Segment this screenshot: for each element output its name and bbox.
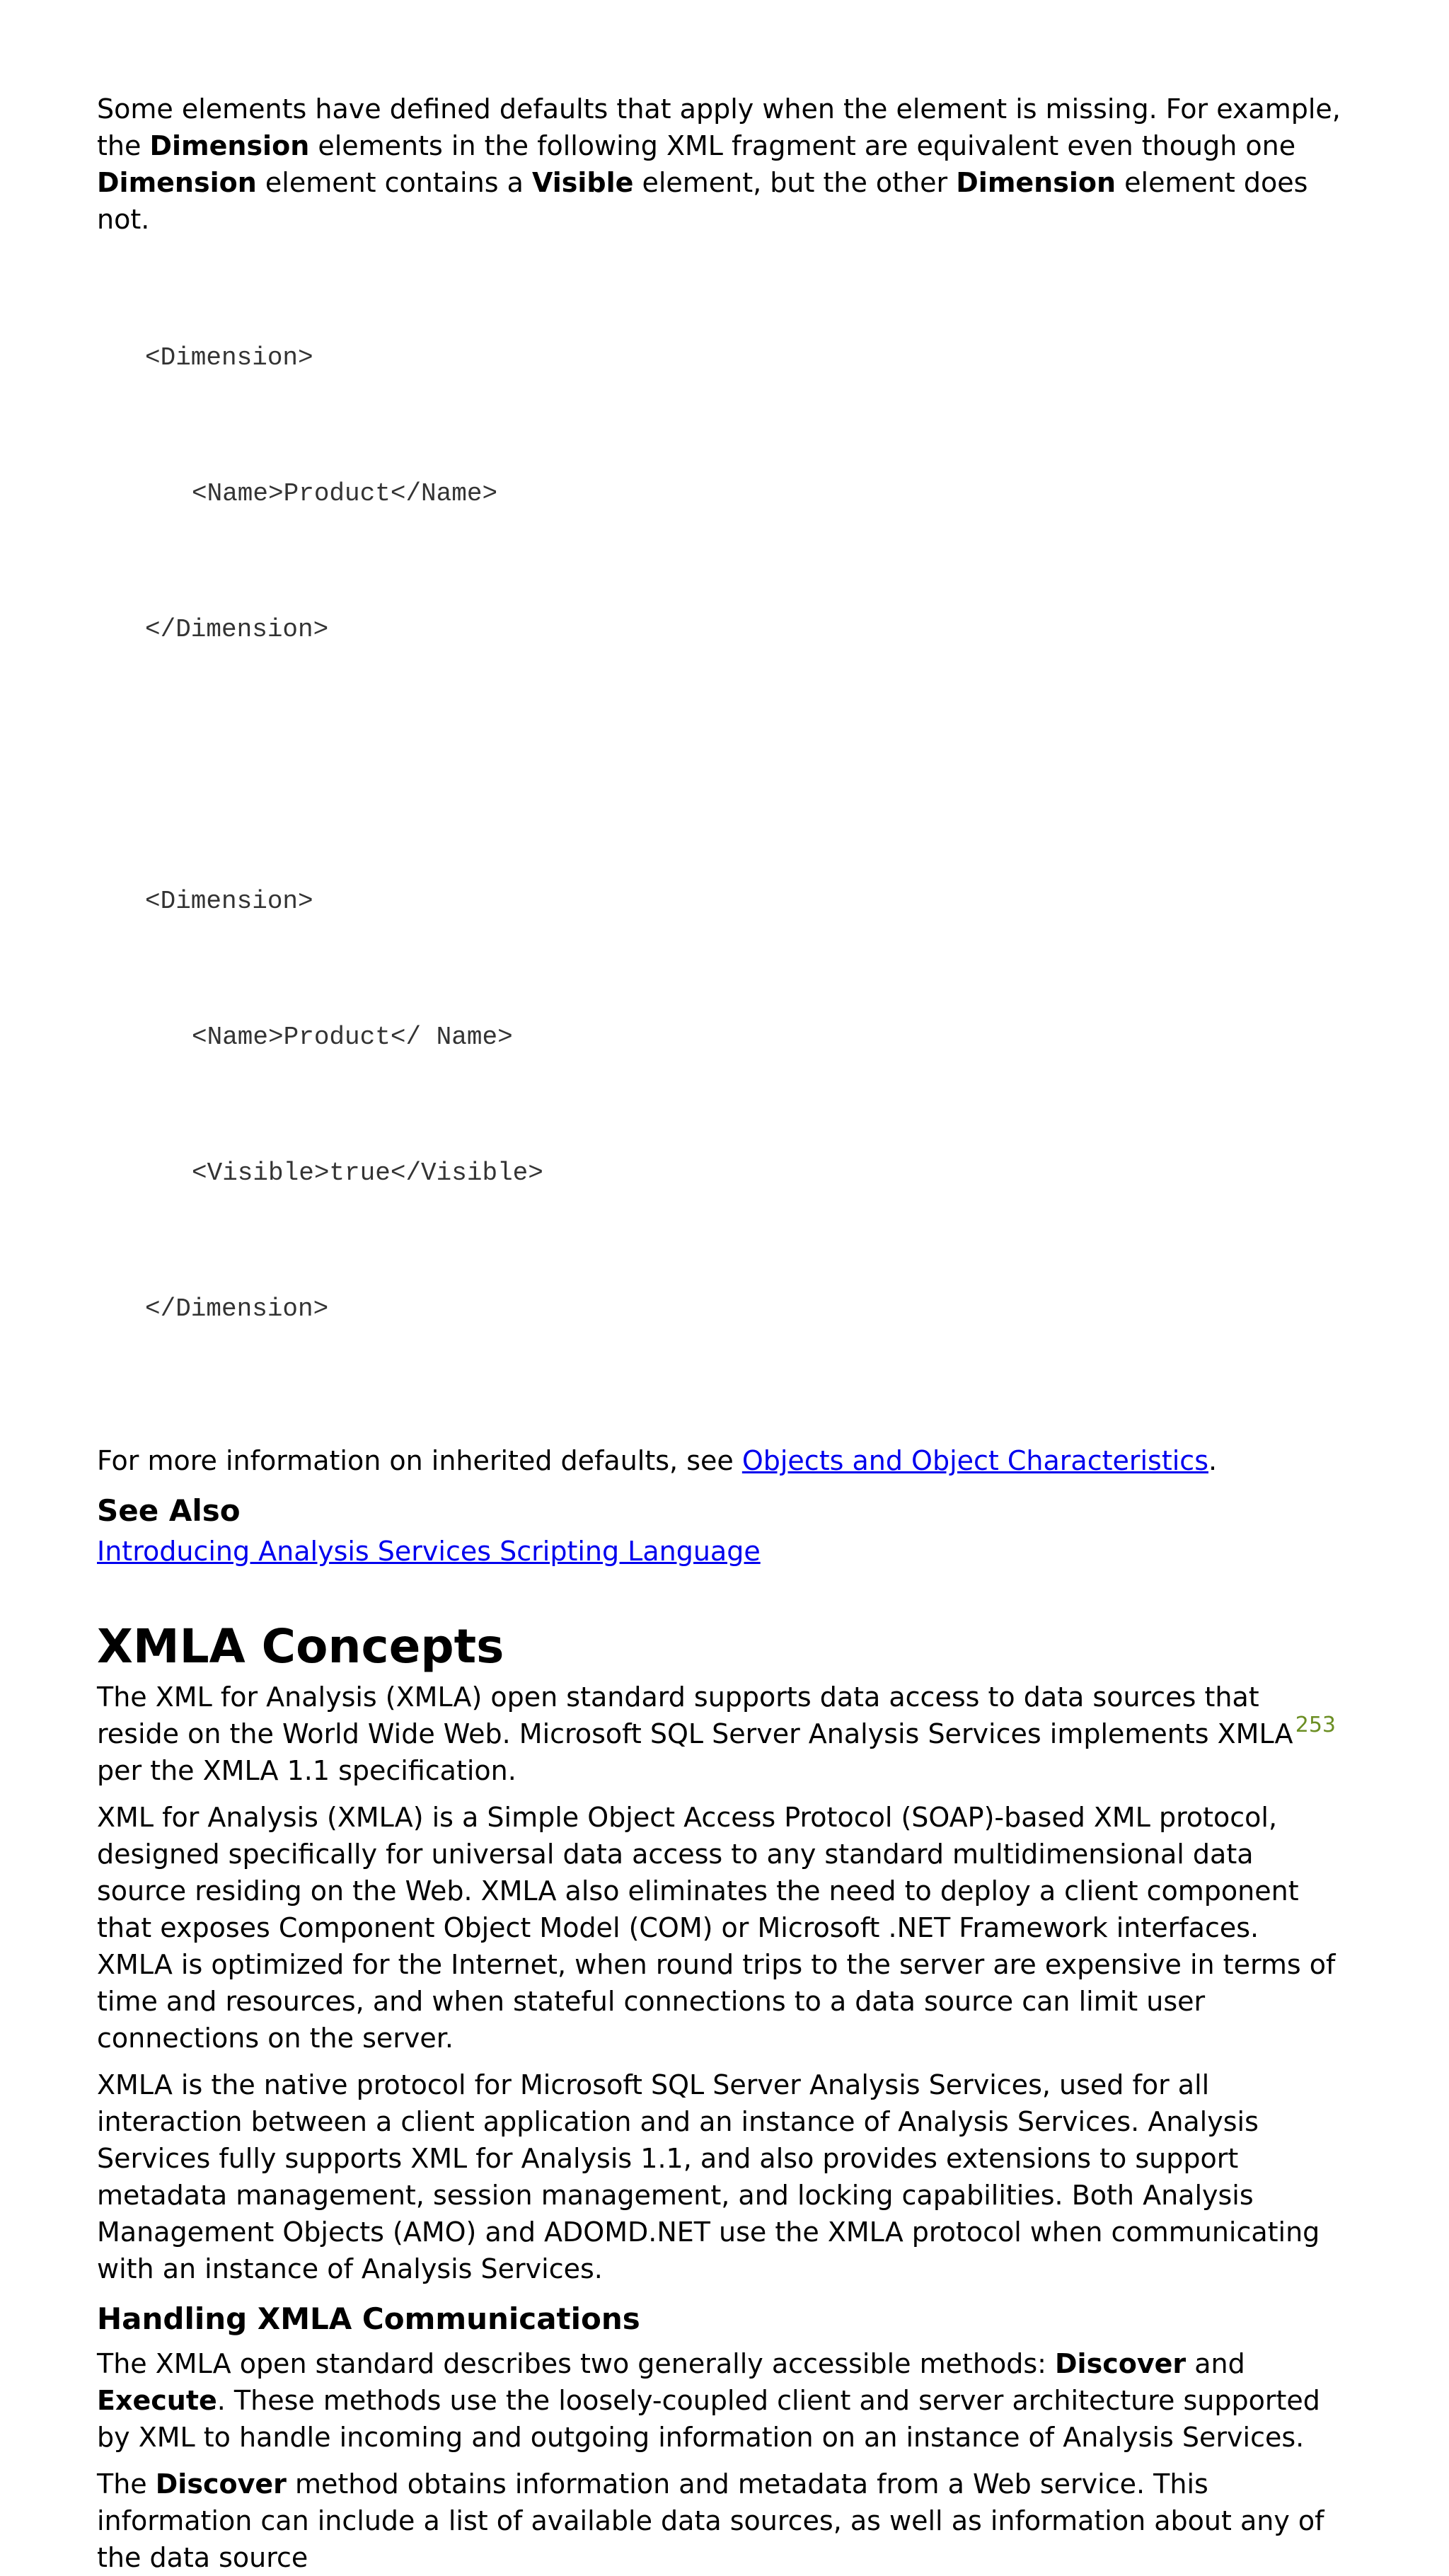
subsection-text-5: method obtains information and metadata from a Web service. This information can include a list of available data sources, as well as information about any of the data source — [97, 2468, 1324, 2573]
discover-term: Discover — [1055, 2348, 1187, 2379]
intro-text-5: element does not. — [97, 167, 1308, 235]
execute-term: Execute — [97, 2385, 217, 2416]
section-paragraph: The XML for Analysis (XMLA) open standard supports data access to data sources that reside on the World Wide Web. Microsoft SQL Server Analysis Services implements XMLA per the XMLA 1.1 specification. — [97, 1681, 1293, 1786]
more-info-paragraph — [97, 1442, 1342, 1479]
subsection-text-2: and — [1186, 2348, 1245, 2379]
subsection-text-4: The — [97, 2468, 156, 2500]
code-line: <Name>Product</ Name> — [192, 1023, 513, 1052]
code-line: <Visible>true</Visible> — [192, 1158, 543, 1188]
intro-text-2: elements in the following XML fragment are equivalent even though one — [309, 130, 1296, 161]
dimension-term: Dimension — [149, 130, 310, 161]
see-also-link-line — [97, 1533, 1342, 1570]
intro-paragraph — [97, 91, 1342, 238]
document-page — [97, 91, 1342, 2576]
page-number: 253 — [1295, 1713, 1336, 1737]
intro-text-4: element, but the other — [633, 167, 957, 198]
code-blank-line — [145, 743, 1342, 788]
code-line: </Dimension> — [145, 615, 329, 644]
code-line: <Dimension> — [145, 343, 313, 372]
code-line: </Dimension> — [145, 1294, 329, 1323]
subsection-text-1: The XMLA open standard describes two generally accessible methods: — [97, 2348, 1056, 2379]
subsection-text-3: . These methods use the loosely-coupled client and server architecture supported by XML to handle incoming and outgoing information on an instance of Analysis Services. — [97, 2385, 1320, 2453]
more-info-text: For more information on inherited defaults, see — [97, 1445, 742, 1476]
objects-characteristics-link[interactable]: Objects and Object Characteristics — [741, 1445, 1208, 1476]
code-line: <Name>Product</Name> — [192, 479, 498, 508]
dimension-term: Dimension — [97, 167, 257, 198]
subsection-paragraph — [97, 2466, 1342, 2576]
see-also-heading: See Also — [97, 1493, 241, 1528]
visible-term: Visible — [531, 167, 634, 198]
xml-code-block — [145, 245, 1342, 1422]
subsection-title: Handling XMLA Communications — [97, 2301, 640, 2336]
discover-term: Discover — [155, 2468, 287, 2500]
dimension-term: Dimension — [956, 167, 1116, 198]
code-line: <Dimension> — [145, 887, 313, 916]
section-paragraph: XMLA is the native protocol for Microsoft SQL Server Analysis Services, used for all interaction between a client application and an instance of Analysis Services. Analysis Services fully supports XML for Analysis 1.1, and also provides extensions to support metadata management, session management, and locking capabilities. Both Analysis Management Objects (AMO) and ADOMD.NET use the XMLA protocol when communicating with an instance of Analysis Services. — [97, 2069, 1320, 2284]
introducing-assl-link[interactable]: Introducing Analysis Services Scripting Language — [97, 1536, 761, 1567]
intro-text-3: element contains a — [256, 167, 532, 198]
more-info-period: . — [1208, 1445, 1218, 1476]
section-title: XMLA Concepts — [97, 1619, 504, 1674]
intro-text-1: Some elements have defined defaults that apply when the element is missing. For example, the — [97, 93, 1341, 161]
subsection-paragraph — [97, 2345, 1342, 2456]
section-paragraph: XML for Analysis (XMLA) is a Simple Object Access Protocol (SOAP)-based XML protocol, designed specifically for universal data access to any standard multidimensional data source residing on the Web. XMLA also eliminates the need to deploy a client component that exposes Component Object Model (COM) or Microsoft .NET Framework interfaces. XMLA is optimized for the Internet, when round trips to the server are expensive in terms of time and resources, and when stateful connections to a data source can limit user connections on the server. — [97, 1802, 1336, 2054]
